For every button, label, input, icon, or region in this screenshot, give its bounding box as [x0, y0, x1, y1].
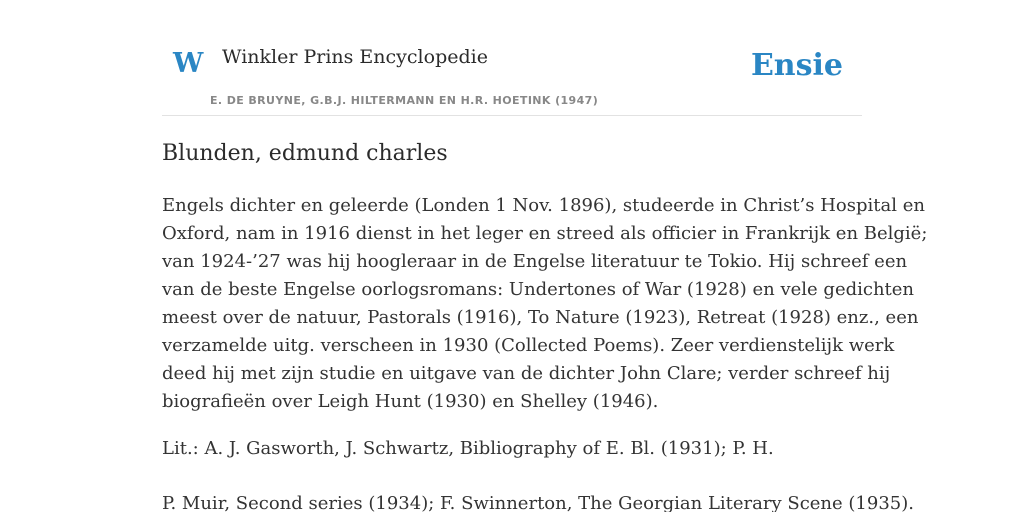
body-line: van de beste Engelse oorlogsromans: Undertones of War (1928) en vele gedichten — [162, 279, 915, 300]
literature-line-1: Lit.: A. J. Gasworth, J. Schwartz, Bibliography of E. Bl. (1931); P. H. — [162, 438, 774, 459]
encyclopedia-title[interactable]: Winkler Prins Encyclopedie — [222, 46, 488, 68]
body-line: Oxford, nam in 1916 dienst in het leger en streed als officier in Frankrijk en België; — [162, 223, 928, 244]
site-header — [162, 0, 862, 116]
body-line: van 1924-’27 was hij hoogleraar in de Engelse literatuur te Tokio. Hij schreef een — [162, 251, 908, 272]
entry-title: Blunden, edmund charles — [162, 141, 448, 166]
body-line: meest over de natuur, Pastorals (1916), To Nature (1923), Retreat (1928) enz., een — [162, 307, 919, 328]
ensie-brand-logo[interactable]: Ensie — [750, 48, 843, 83]
body-line: Engels dichter en geleerde (Londen 1 Nov. 1896), studeerde in Christ’s Hospital en — [162, 195, 925, 216]
body-line: deed hij met zijn studie en uitgave van de dichter John Clare; verder schreef hij — [162, 363, 891, 384]
body-line: biografieën over Leigh Hunt (1930) en Shelley (1946). — [162, 391, 659, 412]
entry-body — [162, 192, 928, 416]
body-line: verzamelde uitg. verscheen in 1930 (Collected Poems). Zeer verdienstelijk werk — [162, 335, 895, 356]
page-container — [162, 0, 928, 512]
encyclopedia-logo[interactable]: W — [173, 48, 204, 79]
authors-line: E. DE BRUYNE, G.B.J. HILTERMANN EN H.R. HOETINK (1947) — [210, 94, 599, 107]
literature-line-2: P. Muir, Second series (1934); F. Swinnerton, The Georgian Literary Scene (1935). — [162, 493, 914, 512]
